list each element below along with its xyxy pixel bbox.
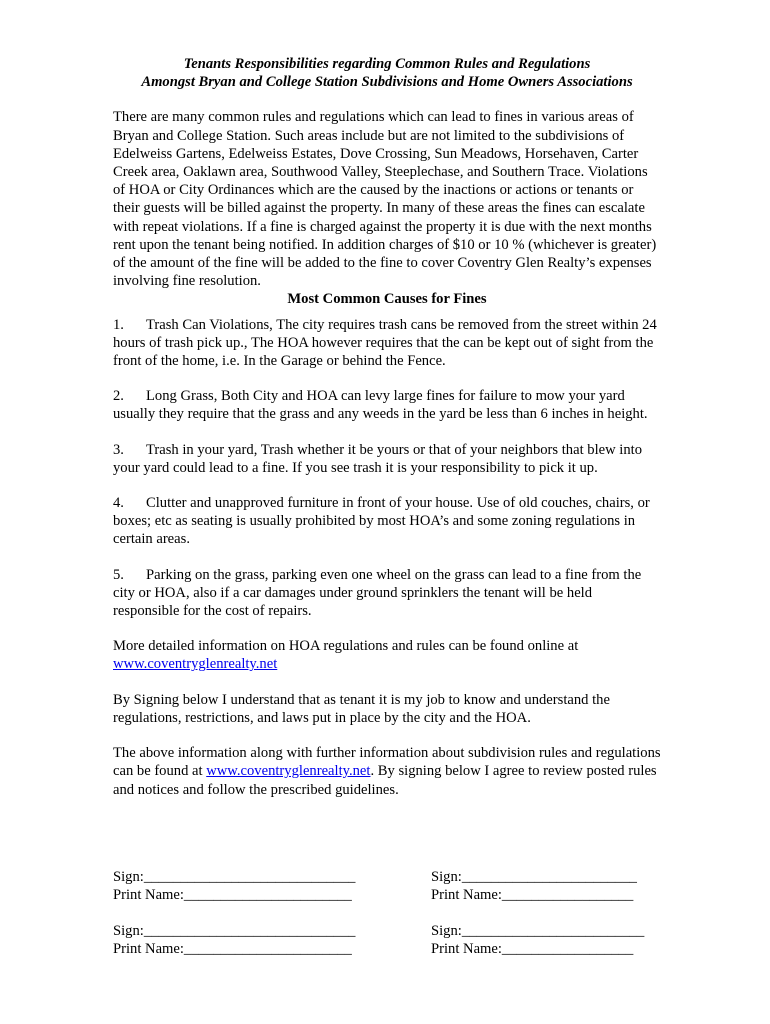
title-line-2: Amongst Bryan and College Station Subdivisions and Home Owners Associations	[141, 74, 633, 91]
agreement-text-start: The above information along with further information about subdivision rules and regulations can be found at	[113, 745, 661, 780]
cause-item-5	[113, 566, 661, 621]
more-info-text: More detailed information on HOA regulations and rules can be found online at	[113, 638, 579, 655]
print-name-line[interactable]: Print Name:_______________________	[113, 887, 352, 904]
agreement-text-end: . By signing below I agree to review posted rules and notices and follow the prescribed guidelines.	[113, 763, 657, 798]
cause-text: Parking on the grass, parking even one wheel on the grass can lead to a fine from the city or HOA, also if a car damages under ground sprinklers the tenant will be held responsible for the cost of repairs.	[113, 566, 642, 620]
signature-block-left	[113, 922, 373, 958]
signature-block-right	[431, 922, 691, 958]
sign-line[interactable]: Sign:_____________________________	[113, 923, 356, 939]
causes-list	[113, 316, 661, 621]
print-name-line[interactable]: Print Name:__________________	[431, 887, 634, 904]
cause-item-4	[113, 494, 661, 549]
website-link[interactable]: www.coventryglenrealty.net	[113, 656, 278, 673]
cause-text: Trash Can Violations, The city requires trash cans be removed from the street within 24 hours of trash pick up., The HOA however requires that the can be kept out of sight from the front of the home, i.e. In the Garage or behind the Fence.	[113, 316, 657, 370]
print-name-line[interactable]: Print Name:__________________	[431, 941, 634, 958]
print-name-line[interactable]: Print Name:_______________________	[113, 941, 352, 958]
cause-text: Trash in your yard, Trash whether it be yours or that of your neighbors that blew into your yard could lead to a fine. If you see trash it is your responsibility to pick it up.	[113, 441, 642, 476]
cause-item-2	[113, 387, 661, 423]
website-link-inline[interactable]: www.coventryglenrealty.net	[206, 763, 371, 780]
intro-paragraph: There are many common rules and regulations which can lead to fines in various areas of Bryan and College Station. Such areas include but are not limited to the subdivisions of Edelweiss Gartens, Edelweiss Estates, Dove Crossing, Sun Meadows, Horsehaven, Carter Creek area, Oaklawn area, Southwood Valley, Steeplechase, and Southern Trace. Violations of HOA or City Ordinances which are the caused by the inactions or actions or tenants or their guests will be billed against the property. In many of these areas the fines can escalate with repeat violations. If a fine is charged against the property it is due with the next months rent upon the tenant being notified. In addition charges of $10 or 10 % (whichever is greater) of the amount of the fine will be added to the fine to cover Coventry Glen Realty’s expenses involving fine resolution.	[113, 109, 657, 290]
more-info-paragraph	[113, 637, 661, 673]
sign-line[interactable]: Sign:________________________	[431, 869, 637, 885]
sign-line[interactable]: Sign:_________________________	[431, 923, 645, 939]
cause-number: 4.	[113, 495, 124, 512]
sign-line[interactable]: Sign:_____________________________	[113, 869, 356, 885]
understanding-paragraph: By Signing below I understand that as tenant it is my job to know and understand the regulations, restrictions, and laws put in place by the city and the HOA.	[113, 691, 610, 726]
causes-heading: Most Common Causes for Fines	[287, 291, 487, 308]
cause-text: Long Grass, Both City and HOA can levy large fines for failure to mow your yard usually they require that the grass and any weeds in the yard be less than 6 inches in height.	[113, 388, 648, 423]
document-title	[113, 55, 661, 91]
cause-number: 2.	[113, 388, 124, 405]
cause-number: 1.	[113, 316, 124, 333]
document-body	[113, 55, 661, 799]
cause-item-3	[113, 441, 661, 477]
cause-number: 3.	[113, 441, 124, 458]
cause-number: 5.	[113, 566, 124, 583]
agreement-paragraph	[113, 744, 661, 799]
signature-block-right	[431, 868, 691, 904]
cause-text: Clutter and unapproved furniture in front of your house. Use of old couches, chairs, or boxes; etc as seating is usually prohibited by most HOA’s and some zoning regulations in certain areas.	[113, 495, 650, 548]
cause-item-1	[113, 316, 661, 371]
title-line-1: Tenants Responsibilities regarding Common Rules and Regulations	[183, 56, 591, 72]
signature-block-left	[113, 868, 373, 904]
